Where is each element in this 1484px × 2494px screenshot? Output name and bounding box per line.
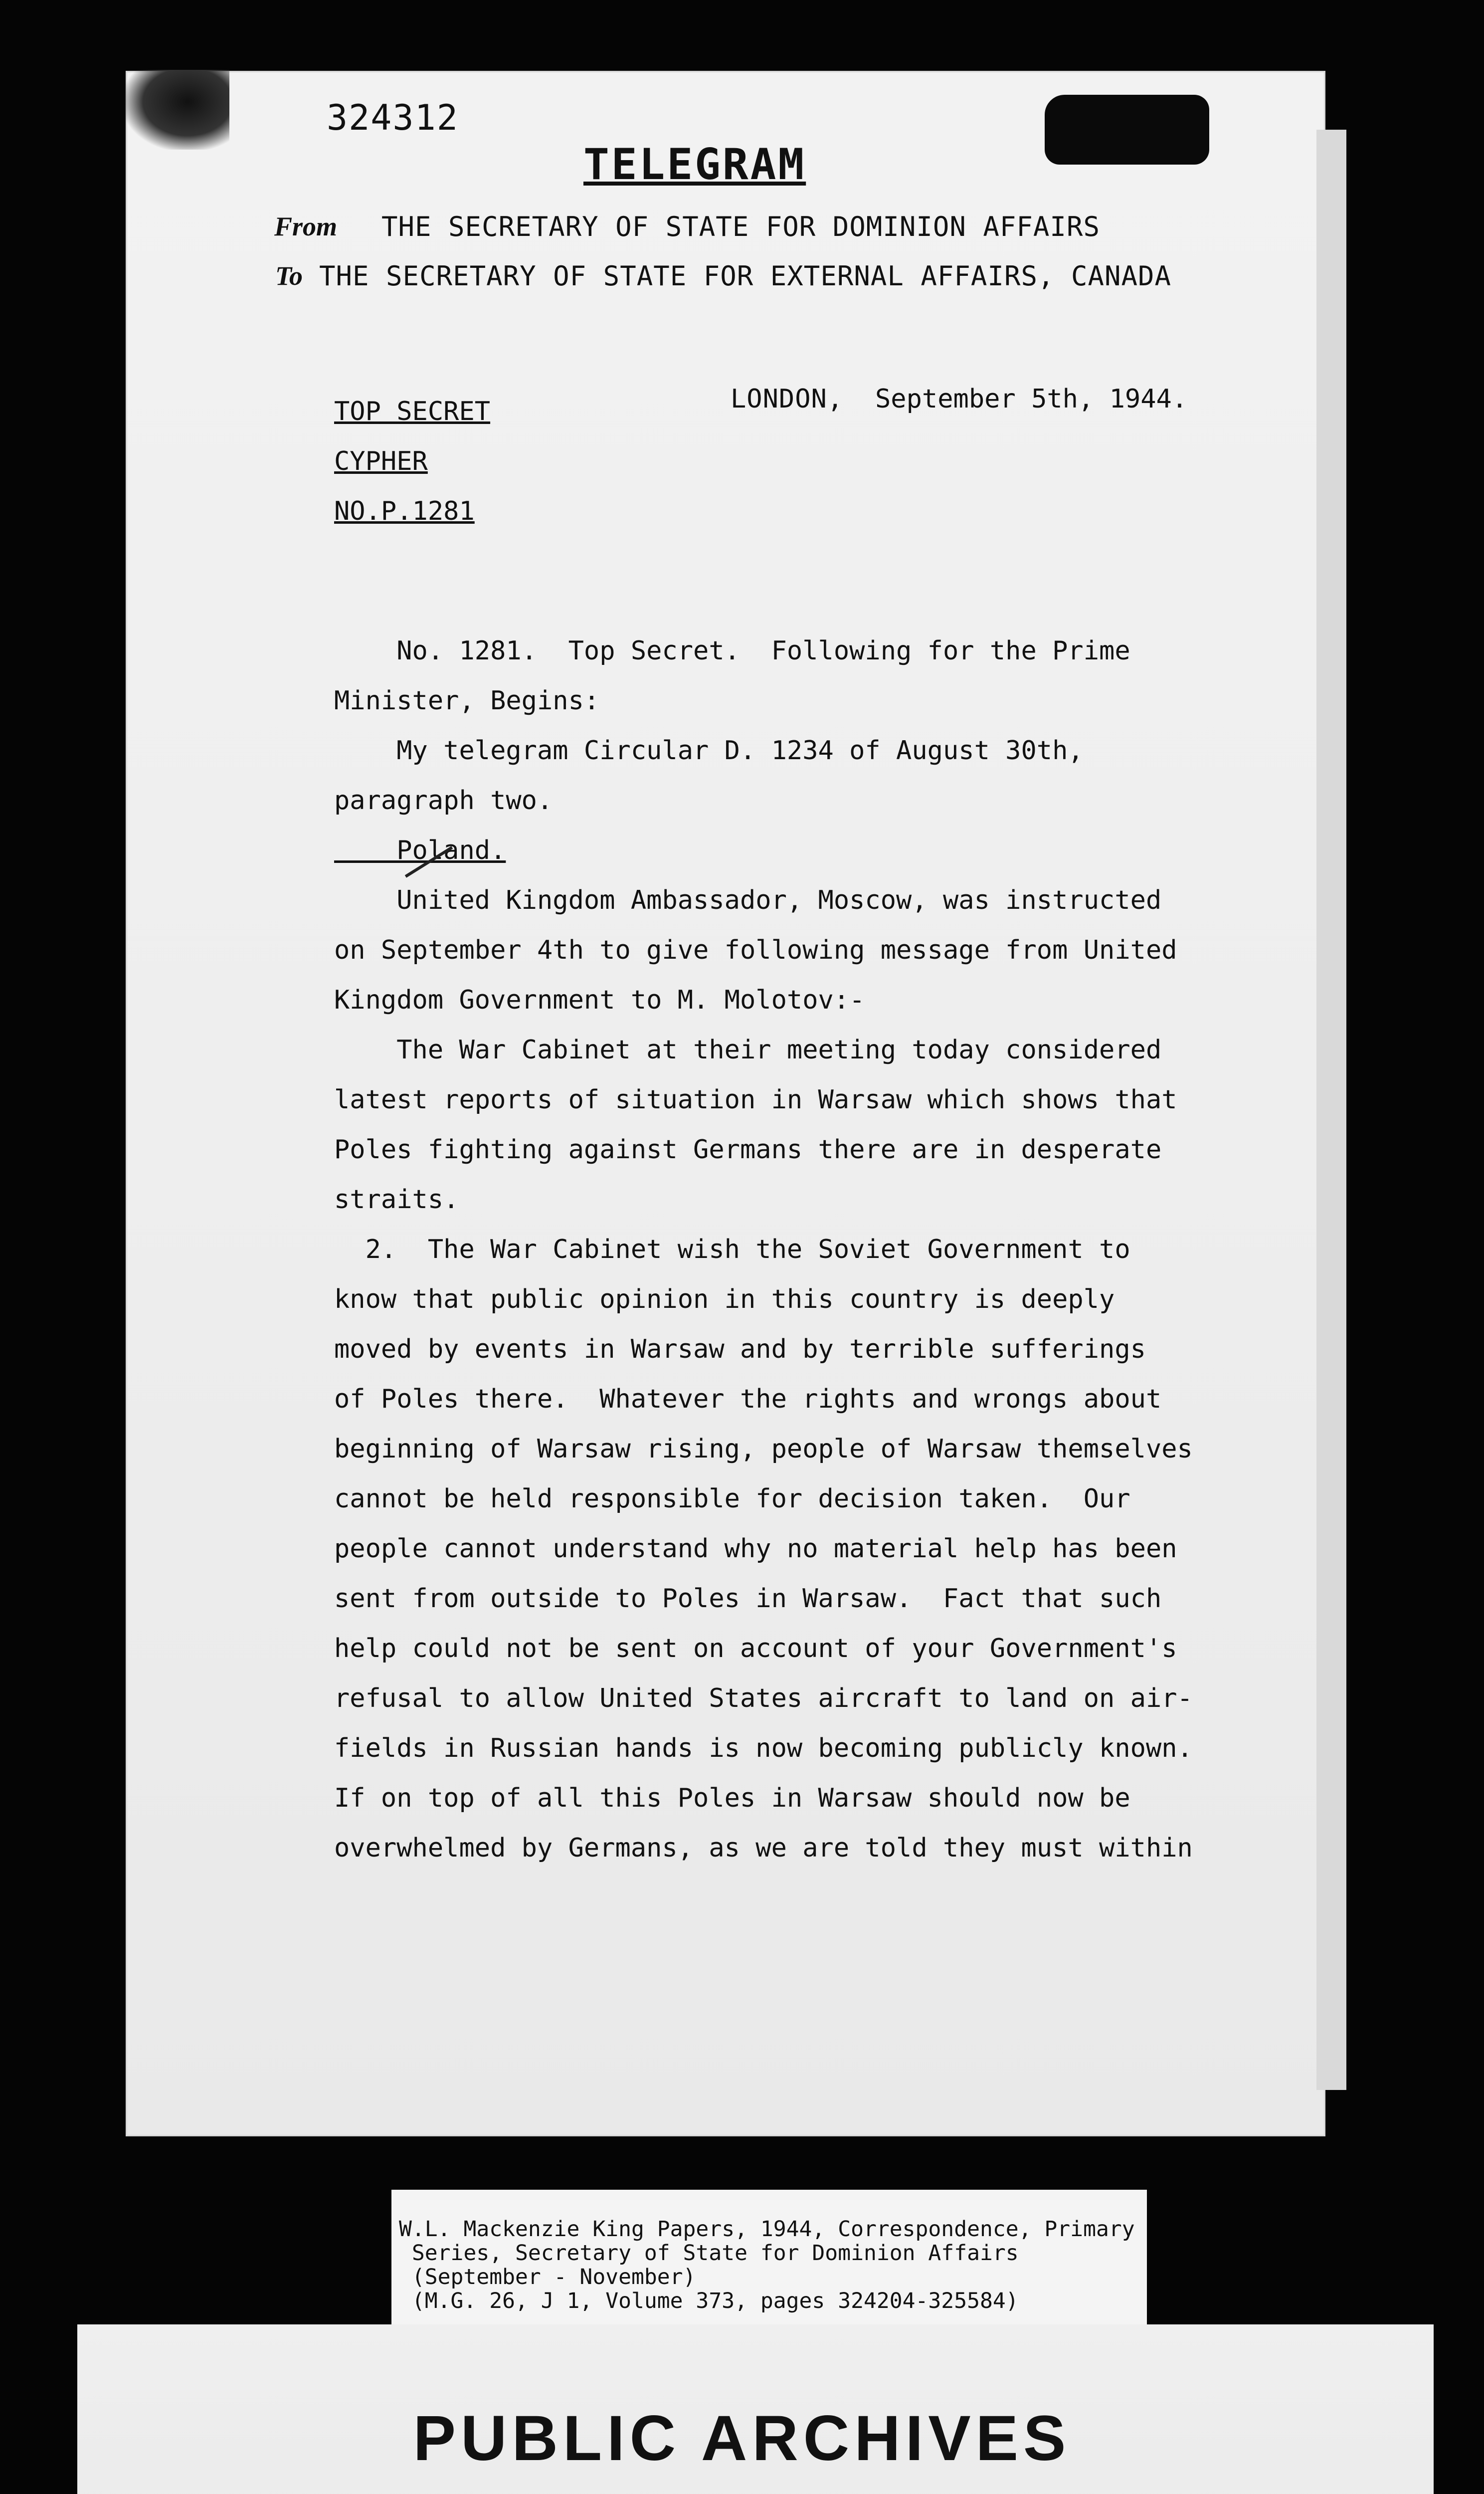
body-line: help could not be sent on account of your Government's xyxy=(334,1634,1177,1663)
classification-cypher: CYPHER xyxy=(334,446,428,476)
body-line: My telegram Circular D. 1234 of August 30th, xyxy=(334,736,1084,766)
body-line: If on top of all this Poles in Warsaw should now be xyxy=(334,1783,1130,1813)
body-line: paragraph two. xyxy=(334,786,553,816)
date: September 5th, 1944. xyxy=(875,384,1188,414)
ink-blot-mark xyxy=(125,70,229,150)
sheet-edge xyxy=(1316,130,1346,2090)
body-line: No. 1281. Top Secret. Following for the Prime xyxy=(334,636,1130,666)
caption-line: W.L. Mackenzie King Papers, 1944, Correspondence, Primary xyxy=(399,2217,1135,2242)
to-value: THE SECRETARY OF STATE FOR EXTERNAL AFFAIRS, CANADA xyxy=(319,260,1172,292)
body-line: 2. The War Cabinet wish the Soviet Government to xyxy=(334,1235,1130,1264)
caption-line: Series, Secretary of State for Dominion Affairs xyxy=(399,2241,1019,2266)
telegram-title: TELEGRAM xyxy=(583,140,806,190)
body-line: know that public opinion in this country is deeply xyxy=(334,1284,1115,1314)
body-line: Poles fighting against Germans there are in desperate xyxy=(334,1135,1162,1165)
telegram-body xyxy=(334,626,1242,1873)
from-label: From xyxy=(274,211,338,241)
body-line-heading: Poland. xyxy=(334,835,506,865)
from-value: THE SECRETARY OF STATE FOR DOMINION AFFAIRS xyxy=(381,211,1100,242)
classification-top-secret: TOP SECRET xyxy=(334,397,491,426)
body-line: moved by events in Warsaw and by terrible sufferings xyxy=(334,1334,1146,1364)
body-line: The War Cabinet at their meeting today considered xyxy=(334,1035,1162,1065)
body-line: sent from outside to Poles in Warsaw. Fact that such xyxy=(334,1584,1162,1614)
body-line: on September 4th to give following message from United xyxy=(334,935,1177,965)
body-line: Minister, Begins: xyxy=(334,686,600,716)
body-line: United Kingdom Ambassador, Moscow, was instructed xyxy=(334,885,1162,915)
caption-line: (M.G. 26, J 1, Volume 373, pages 324204-325584) xyxy=(399,2288,1019,2313)
black-tab-mark xyxy=(1045,95,1209,165)
banner-line-public-archives: PUBLIC ARCHIVES xyxy=(413,2403,1071,2474)
body-line: refusal to allow United States aircraft to land on air- xyxy=(334,1683,1193,1713)
body-line: fields in Russian hands is now becoming publicly known. xyxy=(334,1733,1193,1763)
body-line: overwhelmed by Germans, as we are told they must within xyxy=(334,1833,1193,1863)
body-line: Kingdom Government to M. Molotov:- xyxy=(334,985,865,1015)
caption-text xyxy=(399,2217,1135,2313)
body-line: of Poles there. Whatever the rights and wrongs about xyxy=(334,1384,1162,1414)
body-line: people cannot understand why no material help has been xyxy=(334,1534,1177,1564)
body-line: latest reports of situation in Warsaw which shows that xyxy=(334,1085,1177,1115)
classification-number: NO.P.1281 xyxy=(334,496,475,526)
body-line: cannot be held responsible for decision taken. Our xyxy=(334,1484,1130,1514)
body-line: straits. xyxy=(334,1185,459,1215)
place: LONDON, xyxy=(731,384,844,414)
body-line: beginning of Warsaw rising, people of Warsaw themselves xyxy=(334,1434,1193,1464)
caption-line: (September - November) xyxy=(399,2265,696,2289)
to-label: To xyxy=(275,261,303,291)
reference-number: 324312 xyxy=(327,97,459,138)
